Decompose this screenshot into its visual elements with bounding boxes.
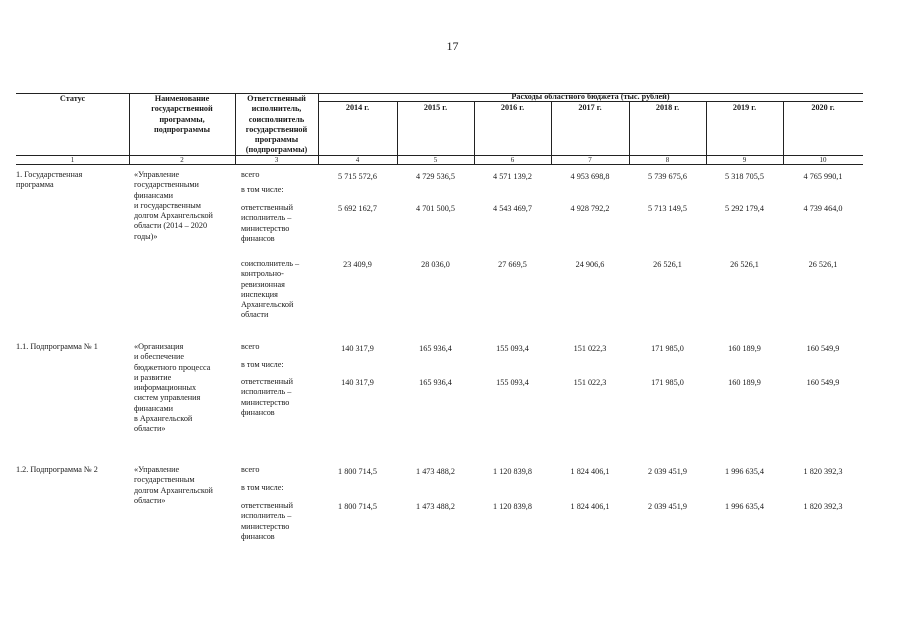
value-cell: 1 996 635,4 bbox=[725, 467, 764, 476]
value-cell: 1 800 714,5 bbox=[338, 502, 377, 511]
column-number: 9 bbox=[742, 156, 747, 164]
value-cell: 1 473 488,2 bbox=[416, 502, 455, 511]
page-number: 17 bbox=[446, 39, 459, 53]
row-label: ответственный исполнитель – министерство финансов bbox=[241, 203, 294, 243]
value-cell: 26 526,1 bbox=[653, 260, 682, 269]
program-status: 1.2. Подпрограмма № 2 bbox=[16, 465, 98, 474]
row-label: ответственный исполнитель – министерство финансов bbox=[241, 377, 294, 417]
value-cell: 4 729 536,5 bbox=[416, 172, 455, 181]
program-name: «Управление государственным долгом Архангельской области» bbox=[134, 465, 213, 505]
value-cell: 165 936,4 bbox=[419, 378, 452, 387]
value-cell: 4 701 500,5 bbox=[416, 204, 455, 213]
column-number: 3 bbox=[274, 156, 279, 164]
header-year: 2014 г. bbox=[345, 103, 370, 112]
value-cell: 27 669,5 bbox=[498, 260, 527, 269]
program-name: «Организация и обеспечение бюджетного процесса и развитие информационных систем управления финансами в Архангельской области» bbox=[134, 342, 211, 434]
program-status: 1. Государственная программа bbox=[16, 170, 83, 190]
value-cell: 2 039 451,9 bbox=[648, 502, 687, 511]
value-cell: 4 953 698,8 bbox=[570, 172, 610, 181]
value-cell: 165 936,4 bbox=[419, 344, 452, 353]
value-cell: 151 022,3 bbox=[573, 378, 607, 387]
value-cell: 171 985,0 bbox=[651, 378, 684, 387]
column-number: 6 bbox=[510, 156, 515, 164]
value-cell: 151 022,3 bbox=[573, 344, 607, 353]
value-cell: 5 715 572,6 bbox=[338, 172, 377, 181]
value-cell: 28 036,0 bbox=[421, 260, 450, 269]
column-number: 10 bbox=[819, 156, 827, 164]
header-year: 2017 г. bbox=[578, 103, 602, 112]
column-number: 5 bbox=[433, 156, 438, 164]
value-cell: 160 549,9 bbox=[806, 344, 840, 353]
value-cell: 4 928 792,2 bbox=[570, 204, 610, 213]
value-cell: 26 526,1 bbox=[808, 260, 838, 269]
value-cell: 5 739 675,6 bbox=[648, 172, 687, 181]
value-cell: 160 549,9 bbox=[806, 378, 840, 387]
program-status: 1.1. Подпрограмма № 1 bbox=[16, 342, 98, 351]
value-cell: 160 189,9 bbox=[728, 344, 761, 353]
value-cell: 171 985,0 bbox=[651, 344, 684, 353]
value-cell: 1 120 839,8 bbox=[493, 467, 532, 476]
row-label: в том числе: bbox=[241, 185, 284, 194]
header-expenses: Расходы областного бюджета (тыс. рублей) bbox=[511, 92, 670, 101]
row-label: соисполнитель – контрольно- ревизионная инспекция Архангельской области bbox=[241, 259, 300, 320]
row-label: всего bbox=[241, 170, 260, 179]
value-cell: 1 800 714,5 bbox=[338, 467, 377, 476]
header-year: 2020 г. bbox=[811, 103, 835, 112]
value-cell: 155 093,4 bbox=[496, 378, 529, 387]
header-responsible: Ответственный исполнитель, соисполнитель государственной программы (подпрограммы) bbox=[245, 94, 308, 155]
value-cell: 5 692 162,7 bbox=[338, 204, 377, 213]
value-cell: 24 906,6 bbox=[575, 260, 605, 269]
column-number: 4 bbox=[355, 156, 360, 164]
row-label: в том числе: bbox=[241, 360, 284, 369]
value-cell: 4 543 469,7 bbox=[493, 204, 532, 213]
value-cell: 5 292 179,4 bbox=[725, 204, 764, 213]
column-number: 7 bbox=[588, 156, 592, 164]
row-label: в том числе: bbox=[241, 483, 284, 492]
value-cell: 1 820 392,3 bbox=[803, 467, 843, 476]
column-number: 1 bbox=[70, 156, 75, 164]
value-cell: 140 317,9 bbox=[341, 344, 374, 353]
row-label: всего bbox=[241, 342, 260, 351]
value-cell: 1 824 406,1 bbox=[570, 467, 610, 476]
value-cell: 1 120 839,8 bbox=[493, 502, 532, 511]
value-cell: 5 318 705,5 bbox=[725, 172, 764, 181]
value-cell: 1 996 635,4 bbox=[725, 502, 764, 511]
row-label: всего bbox=[241, 465, 260, 474]
value-cell: 155 093,4 bbox=[496, 344, 529, 353]
value-cell: 23 409,9 bbox=[343, 260, 372, 269]
value-cell: 1 820 392,3 bbox=[803, 502, 843, 511]
value-cell: 2 039 451,9 bbox=[648, 467, 687, 476]
header-year: 2018 г. bbox=[655, 103, 680, 112]
value-cell: 4 739 464,0 bbox=[803, 204, 843, 213]
header-year: 2015 г. bbox=[423, 103, 448, 112]
header-year: 2019 г. bbox=[732, 103, 757, 112]
column-number: 2 bbox=[180, 156, 184, 164]
value-cell: 4 765 990,1 bbox=[803, 172, 843, 181]
value-cell: 26 526,1 bbox=[730, 260, 759, 269]
header-status: Статус bbox=[59, 94, 86, 103]
row-label: ответственный исполнитель – министерство финансов bbox=[241, 501, 294, 541]
value-cell: 1 473 488,2 bbox=[416, 467, 455, 476]
value-cell: 160 189,9 bbox=[728, 378, 761, 387]
column-number: 8 bbox=[665, 156, 670, 164]
header-name: Наименование государственной программы, подпрограммы bbox=[151, 94, 213, 134]
program-name: «Управление государственными финансами и государственным долгом Архангельской области (2014 – 2020 годы)» bbox=[134, 170, 213, 241]
value-cell: 5 713 149,5 bbox=[648, 204, 687, 213]
value-cell: 1 824 406,1 bbox=[570, 502, 610, 511]
value-cell: 140 317,9 bbox=[341, 378, 374, 387]
value-cell: 4 571 139,2 bbox=[493, 172, 532, 181]
header-year: 2016 г. bbox=[500, 103, 525, 112]
